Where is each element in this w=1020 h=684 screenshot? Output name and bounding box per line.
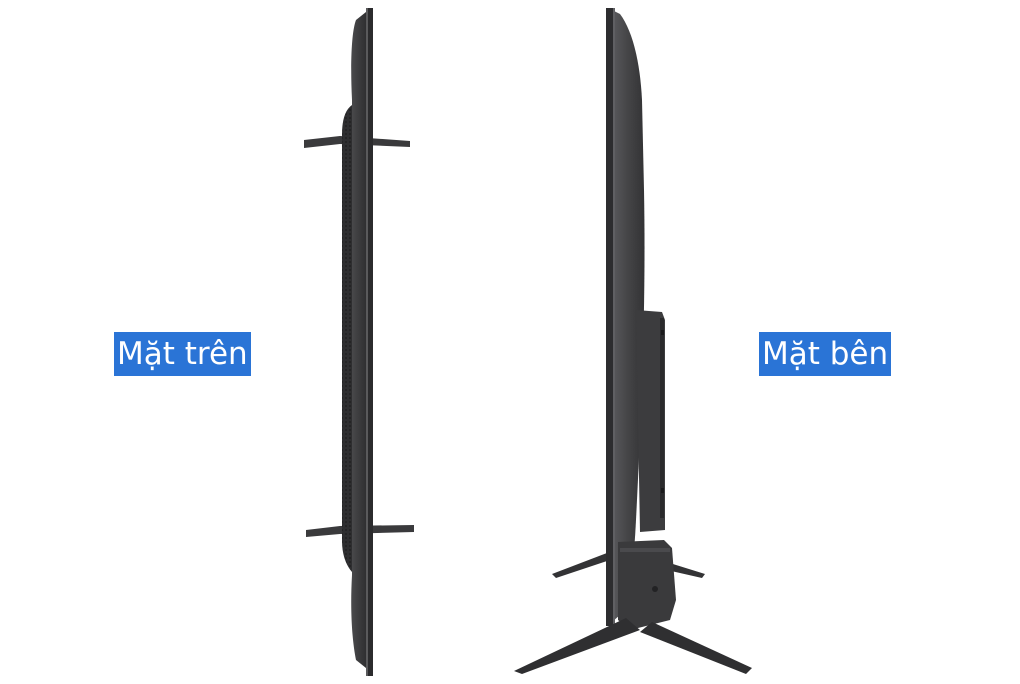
- side-panel-front-edge: [606, 8, 614, 626]
- side-stand-screw: [652, 586, 658, 592]
- top-panel-body: [351, 12, 366, 668]
- tv-top-view: [304, 8, 414, 676]
- side-stand-neck: [618, 540, 676, 630]
- side-stand-front-leg-right: [640, 622, 752, 674]
- side-stand-front-leg-left: [514, 618, 640, 674]
- side-view-label: Mặt bên: [759, 332, 891, 376]
- top-view-label: Mặt trên: [114, 332, 251, 376]
- tv-side-view: [514, 8, 752, 674]
